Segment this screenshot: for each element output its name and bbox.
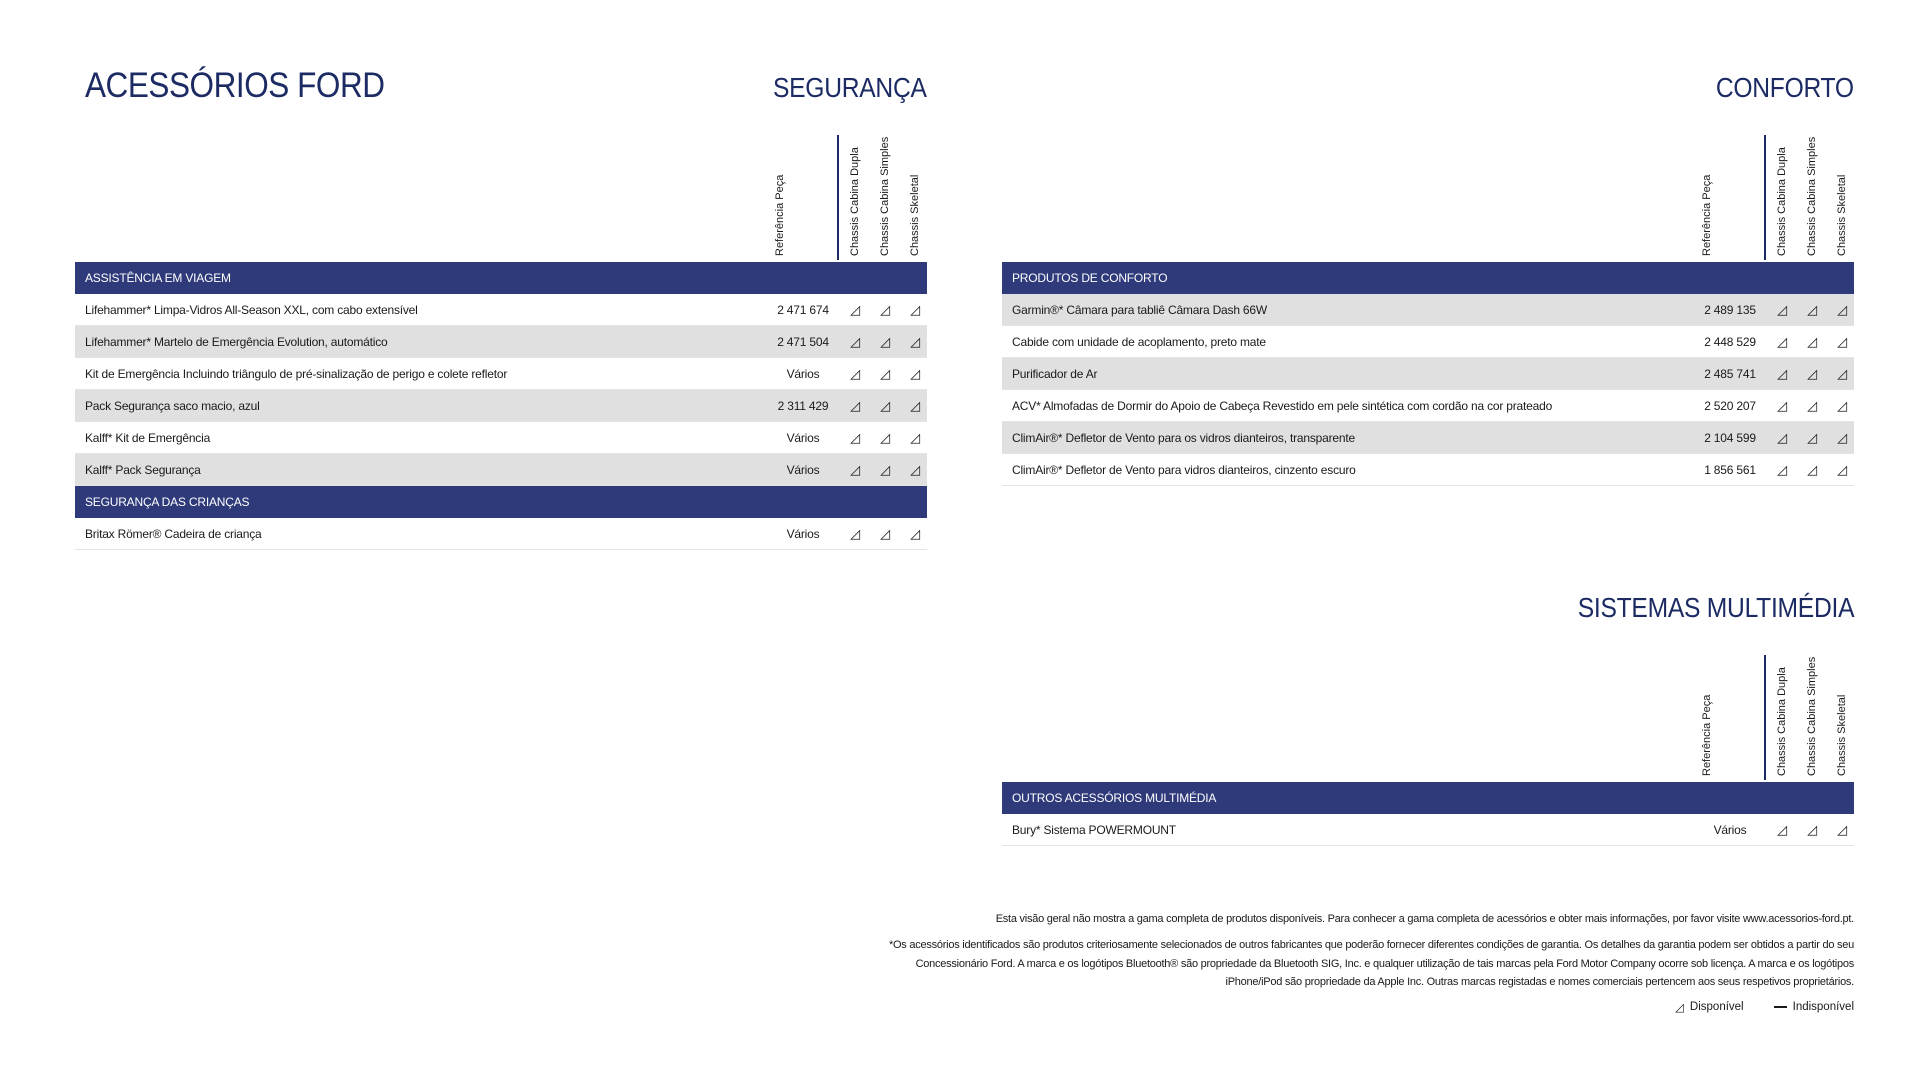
table-row bbox=[1002, 390, 1854, 422]
table-row bbox=[1002, 326, 1854, 358]
unavailable-dash-icon bbox=[1774, 1006, 1787, 1008]
legend-unavailable bbox=[1774, 1001, 1854, 1013]
available-icon: ◿ bbox=[850, 526, 860, 541]
available-icon: ◿ bbox=[1837, 334, 1847, 349]
column-headers-conforto bbox=[1002, 130, 1854, 260]
table-row bbox=[75, 518, 927, 550]
column-header-ref: Referência Peça bbox=[774, 174, 786, 256]
row-description: Bury* Sistema POWERMOUNT bbox=[1012, 823, 1176, 837]
available-icon: ◿ bbox=[1777, 398, 1787, 413]
table-row bbox=[75, 390, 927, 422]
table-row bbox=[75, 326, 927, 358]
available-icon: ◿ bbox=[910, 430, 920, 445]
available-icon: ◿ bbox=[1777, 430, 1787, 445]
available-icon: ◿ bbox=[850, 302, 860, 317]
row-description: Kit de Emergência Incluindo triângulo de pré-sinalização de perigo e colete refletor bbox=[85, 367, 508, 381]
row-reference: 2 471 504 bbox=[777, 335, 829, 349]
available-icon: ◿ bbox=[1777, 366, 1787, 381]
available-icon: ◿ bbox=[1777, 302, 1787, 317]
available-icon: ◿ bbox=[1807, 430, 1817, 445]
column-header-cabina-simples: Chassis Cabina Simples bbox=[879, 136, 891, 256]
available-icon: ◿ bbox=[1777, 334, 1787, 349]
column-header-cabina-dupla: Chassis Cabina Dupla bbox=[1776, 667, 1788, 776]
row-description: ACV* Almofadas de Dormir do Apoio de Cabeça Revestido em pele sintética com cordão na cor prateado bbox=[1012, 399, 1553, 413]
row-description: Cabide com unidade de acoplamento, preto mate bbox=[1012, 335, 1266, 349]
row-reference: Vários bbox=[786, 463, 820, 477]
available-icon: ◿ bbox=[910, 366, 920, 381]
table-row bbox=[75, 454, 927, 486]
available-icon: ◿ bbox=[1777, 462, 1787, 477]
row-description: Lifehammer* Martelo de Emergência Evolution, automático bbox=[85, 335, 388, 349]
footnote-disclaimer: *Os acessórios identificados são produtos criteriosamente selecionados de outros fabricantes que poderão fornecer diferentes condições de garantia. Os detalhes da garantia podem ser obtidos a partir do seu Concessionário Ford. A marca e os logótipos Bluetooth® são propriedade da Bluetooth SIG, Inc. e qualquer utilização de tais marcas pela Ford Motor Company ocorre sob licença. A marca e os logótipos iPhone/iPod são propriedade da Apple Inc. Outras marcas registadas e nomes comerciais pertencem aos seus respetivos proprietários. bbox=[888, 939, 1854, 988]
table-row bbox=[1002, 814, 1854, 846]
column-header-cabina-dupla: Chassis Cabina Dupla bbox=[1776, 147, 1788, 256]
table-row bbox=[1002, 358, 1854, 390]
legend-available-label: Disponível bbox=[1689, 1001, 1744, 1013]
available-icon: ◿ bbox=[880, 334, 890, 349]
table-row bbox=[75, 358, 927, 390]
column-header-ref: Referência Peça bbox=[1701, 174, 1713, 256]
row-reference: 2 471 674 bbox=[777, 303, 829, 317]
category-row: PRODUTOS DE CONFORTO bbox=[1002, 262, 1854, 294]
row-description: ClimAir®* Defletor de Vento para os vidros dianteiros, transparente bbox=[1012, 431, 1355, 445]
available-icon: ◿ bbox=[1837, 366, 1847, 381]
row-reference: 2 311 429 bbox=[777, 399, 829, 413]
available-icon: ◿ bbox=[1807, 822, 1817, 837]
row-reference: Vários bbox=[786, 367, 820, 381]
table-multimedia bbox=[1002, 782, 1854, 846]
available-icon: ◿ bbox=[1837, 462, 1847, 477]
column-header-cabina-simples: Chassis Cabina Simples bbox=[1806, 136, 1818, 256]
row-reference: 2 520 207 bbox=[1704, 399, 1756, 413]
available-icon: ◿ bbox=[1675, 1002, 1684, 1014]
row-reference: Vários bbox=[786, 431, 820, 445]
footnote-overview: Esta visão geral não mostra a gama completa de produtos disponíveis. Para conhecer a gama completa de acessórios e obter mais informações, por favor visite www.acessorios-ford.pt. bbox=[995, 913, 1854, 925]
available-icon: ◿ bbox=[910, 462, 920, 477]
column-divider bbox=[1764, 135, 1766, 260]
row-reference: 2 448 529 bbox=[1704, 335, 1756, 349]
available-icon: ◿ bbox=[850, 398, 860, 413]
available-icon: ◿ bbox=[910, 398, 920, 413]
available-icon: ◿ bbox=[910, 526, 920, 541]
page-title: ACESSÓRIOS FORD bbox=[85, 66, 385, 105]
column-header-ref: Referência Peça bbox=[1701, 694, 1713, 776]
row-description: Pack Segurança saco macio, azul bbox=[85, 399, 260, 413]
row-reference: 2 104 599 bbox=[1704, 431, 1756, 445]
row-description: Britax Römer® Cadeira de criança bbox=[85, 527, 262, 541]
row-reference: Vários bbox=[786, 527, 820, 541]
column-header-skeletal: Chassis Skeletal bbox=[1836, 174, 1848, 256]
row-description: Kalff* Pack Segurança bbox=[85, 463, 201, 477]
available-icon: ◿ bbox=[1807, 334, 1817, 349]
available-icon: ◿ bbox=[1807, 302, 1817, 317]
available-icon: ◿ bbox=[1807, 366, 1817, 381]
column-divider bbox=[1764, 655, 1766, 780]
section-title-multimedia: SISTEMAS MULTIMÉDIA bbox=[1577, 592, 1854, 623]
category-row: SEGURANÇA DAS CRIANÇAS bbox=[75, 486, 927, 518]
column-headers-seguranca bbox=[75, 130, 927, 260]
category-row: OUTROS ACESSÓRIOS MULTIMÉDIA bbox=[1002, 782, 1854, 814]
available-icon: ◿ bbox=[880, 462, 890, 477]
legend-unavailable-label: Indisponível bbox=[1792, 1001, 1854, 1013]
legend bbox=[1675, 1000, 1854, 1014]
available-icon: ◿ bbox=[910, 302, 920, 317]
available-icon: ◿ bbox=[880, 302, 890, 317]
column-divider bbox=[837, 135, 839, 260]
available-icon: ◿ bbox=[1807, 462, 1817, 477]
column-header-skeletal: Chassis Skeletal bbox=[1836, 694, 1848, 776]
table-row bbox=[75, 294, 927, 326]
available-icon: ◿ bbox=[1837, 302, 1847, 317]
available-icon: ◿ bbox=[910, 334, 920, 349]
row-description: Lifehammer* Limpa-Vidros All-Season XXL, com cabo extensível bbox=[85, 303, 418, 317]
available-icon: ◿ bbox=[1837, 822, 1847, 837]
row-description: Purificador de Ar bbox=[1012, 367, 1098, 381]
available-icon: ◿ bbox=[850, 462, 860, 477]
row-description: Kalff* Kit de Emergência bbox=[85, 431, 211, 445]
column-header-skeletal: Chassis Skeletal bbox=[909, 174, 921, 256]
table-row bbox=[1002, 294, 1854, 326]
row-reference: 1 856 561 bbox=[1704, 463, 1756, 477]
table-row bbox=[1002, 454, 1854, 486]
available-icon: ◿ bbox=[880, 526, 890, 541]
table-row bbox=[1002, 422, 1854, 454]
legend-available bbox=[1675, 1000, 1744, 1014]
section-title-conforto: CONFORTO bbox=[1716, 72, 1854, 103]
available-icon: ◿ bbox=[880, 430, 890, 445]
row-reference: 2 485 741 bbox=[1704, 367, 1756, 381]
available-icon: ◿ bbox=[880, 366, 890, 381]
table-row bbox=[75, 422, 927, 454]
available-icon: ◿ bbox=[1777, 822, 1787, 837]
row-description: ClimAir®* Defletor de Vento para vidros dianteiros, cinzento escuro bbox=[1012, 463, 1356, 477]
table-conforto bbox=[1002, 262, 1854, 486]
available-icon: ◿ bbox=[1807, 398, 1817, 413]
available-icon: ◿ bbox=[1837, 430, 1847, 445]
table-seguranca bbox=[75, 262, 927, 550]
row-description: Garmin®* Câmara para tabliê Câmara Dash 66W bbox=[1012, 303, 1268, 317]
category-row: ASSISTÊNCIA EM VIAGEM bbox=[75, 262, 927, 294]
column-headers-multimedia bbox=[1002, 650, 1854, 780]
section-title-seguranca: SEGURANÇA bbox=[773, 72, 927, 103]
row-reference: 2 489 135 bbox=[1704, 303, 1756, 317]
available-icon: ◿ bbox=[880, 398, 890, 413]
available-icon: ◿ bbox=[850, 366, 860, 381]
available-icon: ◿ bbox=[850, 430, 860, 445]
column-header-cabina-simples: Chassis Cabina Simples bbox=[1806, 656, 1818, 776]
column-header-cabina-dupla: Chassis Cabina Dupla bbox=[849, 147, 861, 256]
available-icon: ◿ bbox=[1837, 398, 1847, 413]
row-reference: Vários bbox=[1713, 823, 1747, 837]
available-icon: ◿ bbox=[850, 334, 860, 349]
